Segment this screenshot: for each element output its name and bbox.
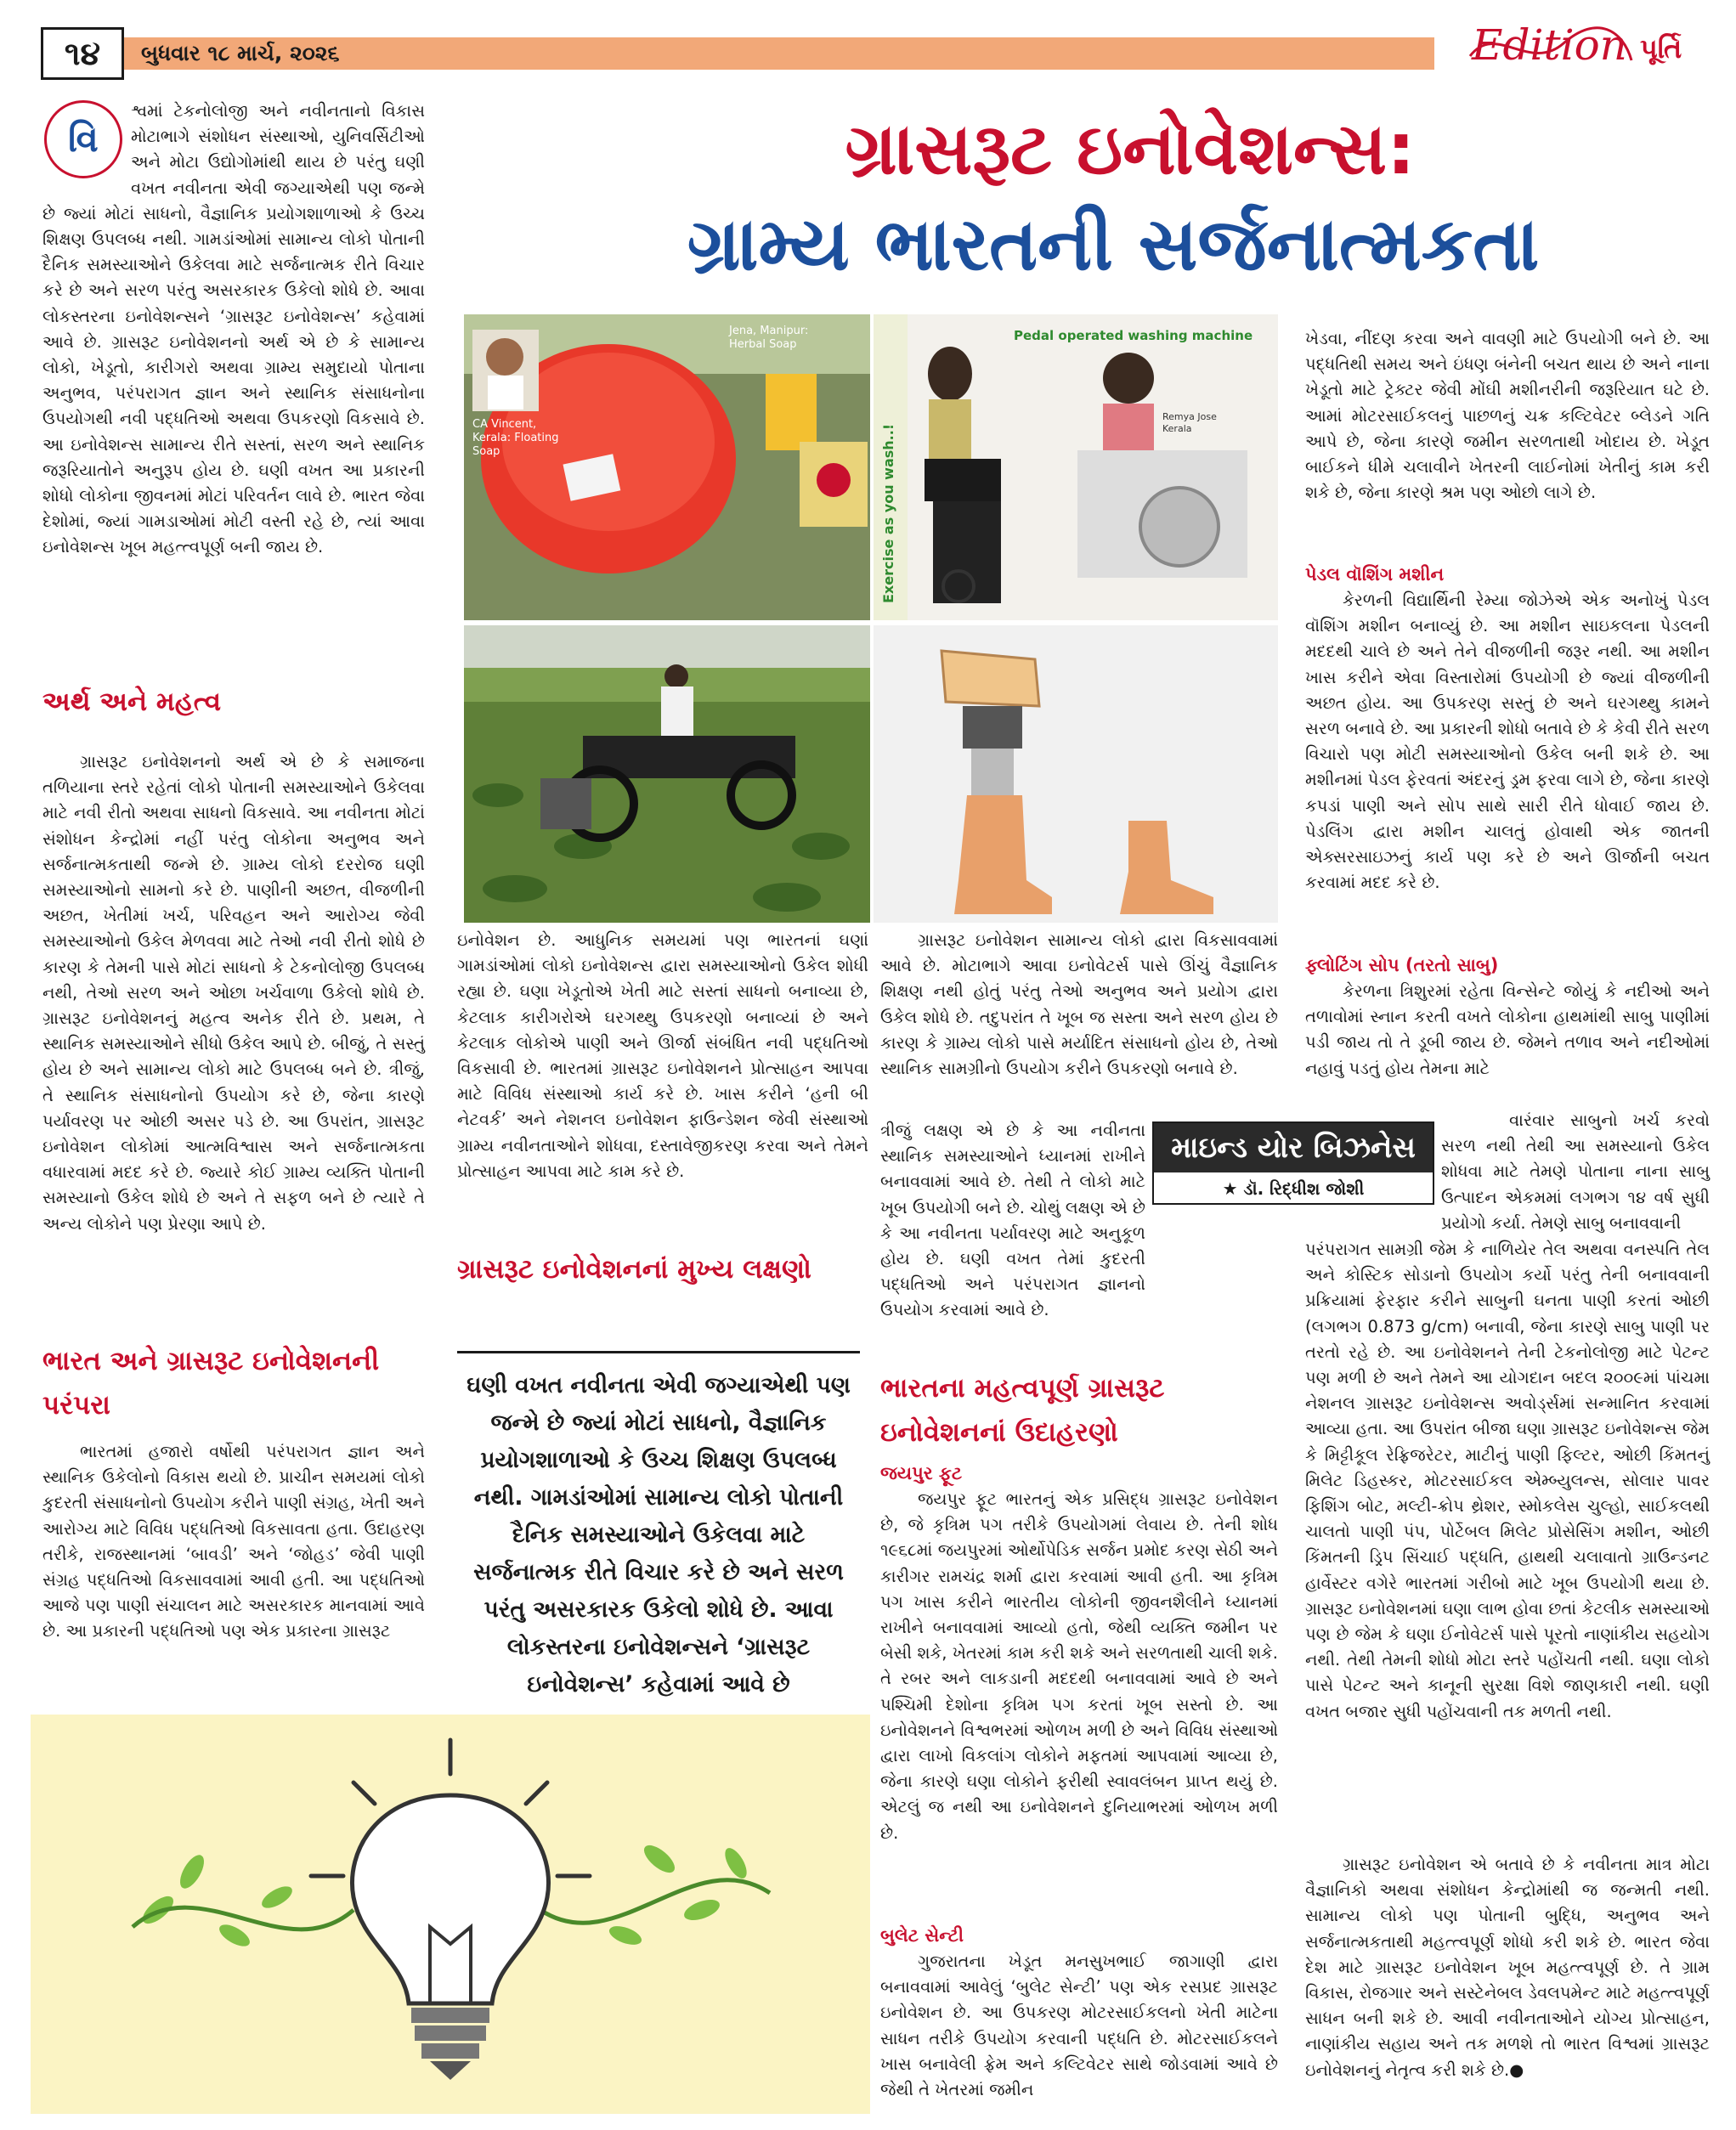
bullet-santi-photo-icon [464, 625, 870, 923]
headline-line2: ગ્રામ્ય ભારતની સર્જનાત્મકતા [687, 202, 1540, 287]
bullet-santi-paragraph: ગુજરાતના ખેડૂત મનસુખભાઈ જાગાણી દ્વારા બનાવવામાં આવેલું ‘બુલેટ સેન્ટી’ પણ એક રસપ્રદ ગ્રાસરૂટ ઇનોવેશન છે. આ ઉપકરણ મોટરસાઈકલનો ખેતી માટેના સાધન તરીકે ઉપયોગ કરવાની પદ્ધતિ છે. મોટરસાઈકલને ખાસ બનાવેલી ફ્રેમ અને કલ્ટિવેટર સાથે જોડવામાં આવે છે જેથી તે ખેતરમાં જમીન [880, 1952, 1278, 2100]
pedal-washer-paragraph: કેરળની વિદ્યાર્થિની રેમ્યા જોઝેએ એક અનોખું પેડલ વૉશિંગ મશીન બનાવ્યું છે. આ મશીન સાઇકલના પેડલની મદદથી ચાલે છે અને તેને વીજળીની જરૂર નથી. આ મશીન ખાસ કરીને એવા વિસ્તારોમાં ઉપયોગી છે જ્યાં વીજળીની અછત હોય. આ ઉપકરણ સસ્તું છે અને ઘરગથ્થુ કામને સરળ બનાવે છે. આ પ્રકારની શોધો બતાવે છે કે કેવી રીતે સરળ વિચારો પણ મોટી સમસ્યાઓનો ઉકેલ બની શકે છે. આ મશીનમાં પેડલ ફેરવતાં અંદરનું ડ્રમ ફરવા લાગે છે, જેના કારણે કપડાં પાણી અને સોપ સાથે સારી રીતે ધોવાઈ જાય છે. પેડલિંગ દ્વારા મશીન ચાલતું હોવાથી એક જાતની એક્સરસાઇઝનું કાર્ય પણ કરે છે અને ઊર્જાની બચત કરવામાં મદદ કરે છે. [1305, 590, 1710, 893]
photo-bullet-santi [464, 625, 870, 923]
label-exercise: Exercise as you wash..! [880, 423, 896, 603]
header-date: બુધવાર ૧૮ માર્ચ, ૨૦૨૬ [141, 41, 340, 65]
col2-paragraph: ઇનોવેશન છે. આધુનિક સમયમાં પણ ભારતનાં ઘણાં ગામડાંઓમાં લોકો ઇનોવેશન્સ દ્વારા સમસ્યાઓનો ઉકેલ શોધી રહ્યા છે. ઘણા ખેડૂતોએ ખેતી માટે સસ્તાં સાધનો બનાવ્યા છે, કેટલાક કારીગરોએ ઘરગથ્થુ ઉપકરણો બનાવ્યાં છે અને કેટલાક લોકોએ પાણી અને ઊર્જા સંબંધિત નવી પદ્ધતિઓ વિકસાવી છે. ભારતમાં ગ્રાસરૂટ ઇનોવેશનને પ્રોત્સાહન આપવા માટે વિવિધ સંસ્થાઓ કાર્ય કરે છે. ખાસ કરીને ‘હની બી નેટવર્ક’ અને નેશનલ ઇનોવેશન ફાઉન્ડેશન જેવી સંસ્થાઓ ગ્રામ્ય નવીનતાઓને શોધવા, દસ્તાવેજીકરણ કરવા અને તેમને પ્રોત્સાહન આપવા માટે કામ કરે છે. [457, 930, 868, 1181]
jaipur-foot-paragraph: જયપુર ફૂટ ભારતનું એક પ્રસિદ્ધ ગ્રાસરૂટ ઇનોવેશન છે, જે કૃત્રિમ પગ તરીકે ઉપયોગમાં લેવાય છે. તેની શોધ ૧૯૬૮માં જયપુરમાં ઓર્થોપેડિક સર્જન પ્રમોદ કરણ સેઠી અને કારીગર રામચંદ્ર શર્મા દ્વારા કરવામાં આવી હતી. આ કૃત્રિમ પગ ખાસ કરીને ભારતીય લોકોની જીવનશૈલીને ધ્યાનમાં રાખીને બનાવવામાં આવ્યો હતો, જેથી વ્યક્તિ જમીન પર બેસી શકે, ખેતરમાં કામ કરી શકે અને સરળતાથી ચાલી શકે. તે રબર અને લાકડાની મદદથી બનાવવામાં આવે છે અને પશ્ચિમી દેશોના કૃત્રિમ પગ કરતાં ખૂબ સસ્તો છે. આ ઇનોવેશનને વિશ્વભરમાં ઓળખ મળી છે અને વિવિધ સંસ્થાઓ દ્વારા લાખો વિકલાંગ લોકોને મફતમાં આપવામાં આવ્યા છે, જેના કારણે ઘણા લોકોને ફરીથી સ્વાવલંબન પ્રાપ્ત થયું છે. એટલું જ નથી આ ઇનોવેશનને દુનિયાભરમાં ઓળખ મળી છે. [880, 1489, 1278, 1843]
page-number: ૧૪ [41, 27, 124, 80]
col4-paragraph-1: ખેડવા, નીંદણ કરવા અને વાવણી માટે ઉપયોગી બને છે. આ પદ્ધતિથી સમય અને ઇંધણ બંનેની બચત થાય છે અને નાના ખેડૂતો માટે ટ્રેક્ટર જેવી મોંઘી મશીનરીની જરૂરિયાત ઘટે છે. આમાં મોટરસાઈકલનું પાછળનું ચક્ર કલ્ટિવેટર બ્લેડને ગતિ આપે છે, જેના કારણે જમીન સરળતાથી ખોદાય છે. ખેડૂત બાઈકને ધીમે ચલાવીને ખેતરની લાઈનોમાં ખેતીનું કામ કરી શકે છે, જેના કારણે શ્રમ પણ ઓછો લાગે છે. [1305, 329, 1710, 503]
pedal-washer-photo-icon [874, 314, 1278, 620]
label-vincent: CA Vincent, Kerala: Floating Soap [472, 418, 559, 458]
soap-photo-icon [464, 314, 870, 620]
conclusion-paragraph: ગ્રાસરૂટ ઇનોવેશન એ બતાવે છે કે નવીનતા માત્ર મોટા વૈજ્ઞાનિકો અથવા સંશોધન કેન્દ્રોમાંથી જ જન્મતી નથી. સામાન્ય લોકો પણ પોતાની બુદ્ધિ, અનુભવ અને સર્જનાત્મકતાથી મહત્ત્વપૂર્ણ શોધો કરી શકે છે. ભારત જેવા દેશ માટે ગ્રાસરૂટ ઇનોવેશન ખૂબ મહત્ત્વપૂર્ણ છે. તે ગ્રામ વિકાસ, રોજગાર અને સસ્ટેનેબલ ડેવલપમેન્ટ માટે મહત્ત્વપૂર્ણ સાધન બની શકે છે. આવી નવીનતાઓને યોગ્ય પ્રોત્સાહન, નાણાંકીય સહાય અને તક મળશે તો ભારત વિશ્વમાં ગ્રાસરૂટ ઇનોવેશનનું નેતૃત્વ કરી શકે છે.● [1305, 1855, 1710, 2080]
floating-soap-paragraph-b: વારંવાર સાબુનો ખર્ચ કરવો સરળ નથી તેથી આ સમસ્યાનો ઉકેલ શોધવા માટે તેમણે પોતાના નાના સાબુ ઉત્પાદન એકમમાં લગભગ ૧૪ વર્ષ સુધી પ્રયોગો કર્યા. તેમણે સાબુ બનાવવાની [1441, 1110, 1710, 1233]
photo-jaipur-foot [874, 625, 1278, 923]
subheading-bullet-santi: બુલેટ સેન્ટી [880, 1925, 964, 1946]
drop-cap: વિ [44, 100, 122, 178]
photo-pedal-washing-machine [874, 314, 1278, 620]
subheading-pedal-washer: પેડલ વૉશિંગ મશીન [1305, 564, 1445, 585]
column-badge-author: ★ ડૉ. રિદ્ધીશ જોશી [1222, 1178, 1365, 1199]
heading-features: ગ્રાસરૂટ ઇનોવેશનનાં મુખ્ય લક્ષણો [457, 1254, 811, 1285]
supplement-logo [1462, 14, 1716, 82]
pull-quote-box [457, 1351, 860, 1697]
intro-paragraph: શ્વમાં ટેકનોલોજી અને નવીનતાનો વિકાસ મોટાભાગે સંશોધન સંસ્થાઓ, યુનિવર્સિટીઓ અને મોટા ઉદ્યોગોમાંથી થાય છે પરંતુ ઘણી વખત નવીનતા એવી જગ્યાએથી પણ જન્મે છે જ્યાં મોટાં સાધનો, વૈજ્ઞાનિક પ્રયોગશાળાઓ કે ઉચ્ચ શિક્ષણ ઉપલબ્ધ નથી. ગામડાંઓમાં સામાન્ય લોકો પોતાની દૈનિક સમસ્યાઓને ઉકેલવા માટે સર્જનાત્મક રીતે વિચાર કરે છે અને સરળ પરંતુ અસરકારક ઉકેલો શોધે છે. આવા લોકસ્તરના ઇનોવેશન્સને ‘ગ્રાસરૂટ ઇનોવેશન્સ’ કહેવામાં આવે છે. ગ્રાસરૂટ ઇનોવેશનનો અર્થ એ છે કે સામાન્ય લોકો, ખેડૂતો, કારીગરો અથવા ગ્રામ્ય સમુદાયો પોતાના અનુભવ, પરંપરાગત જ્ઞાન અને સ્થાનિક સંસાધનોના ઉપયોગથી નવી પદ્ધતિઓ અથવા ઉપકરણો વિકસાવે છે. આ ઇનોવેશન્સ સામાન્ય રીતે સસ્તાં, સરળ અને સ્થાનિક જરૂરિયાતોને અનુરૂપ હોય છે. ઘણી વખત આ પ્રકારની શોધો લોકોના જીવનમાં મોટાં પરિવર્તન લાવે છે. ભારત જેવા દેશોમાં, જ્યાં ગામડાઓમાં મોટી વસ્તી રહે છે, ત્યાં આવા ઇનોવેશન્સ ખૂબ મહત્ત્વપૂર્ણ બની જાય છે. [42, 101, 425, 557]
tradition-paragraph: ભારતમાં હજારો વર્ષોથી પરંપરાગત જ્ઞાન અને સ્થાનિક ઉકેલોનો વિકાસ થયો છે. પ્રાચીન સમયમાં લોકો કુદરતી સંસાધનોનો ઉપયોગ કરીને પાણી સંગ્રહ, ખેતી અને આરોગ્ય માટે વિવિધ પદ્ધતિઓ વિકસાવતા હતા. ઉદાહરણ તરીકે, રાજસ્થાનમાં ‘બાવડી’ અને ‘જોહડ’ જેવી પાણી સંગ્રહ પદ્ધતિઓ વિકસાવવામાં આવી હતી. આ પદ્ધતિઓ આજે પણ પાણી સંચાલન માટે અસરકારક માનવામાં આવે છે. આ પ્રકારની પદ્ધતિઓ પણ એક પ્રકારના ગ્રાસરૂટ [42, 1442, 425, 1641]
lightbulb-illustration [31, 1715, 870, 2114]
jaipur-foot-photo-icon [874, 625, 1278, 923]
subheading-floating-soap: ફ્લોટિંગ સોપ (તરતો સાબુ) [1305, 955, 1499, 975]
heading-meaning: અર્થ અને મહત્વ [42, 686, 222, 717]
headline-line1: ગ્રાસરૂટ ઇનોવેશન્સ: [845, 107, 1416, 190]
col3-paragraph-1: ગ્રાસરૂટ ઇનોવેશન સામાન્ય લોકો દ્વારા વિકસાવવામાં આવે છે. મોટાભાગે આવા ઇનોવેટર્સ પાસે ઊંચું વૈજ્ઞાનિક શિક્ષણ નથી હોતું પરંતુ તેઓ અનુભવ અને પ્રયોગ દ્વારા ઉકેલ શોધે છે. તદુપરાંત તે ખૂબ જ સસ્તા અને સરળ હોય છે કારણ કે ગ્રામ્ય લોકો પાસે મર્યાદિત સંસાધનો હોય છે, તેઓ સ્થાનિક સામગ્રીનો ઉપયોગ કરીને ઉપકરણો બનાવે છે. [880, 930, 1278, 1079]
supplement-name: Edition [1472, 20, 1627, 70]
meaning-paragraph: ગ્રાસરૂટ ઇનોવેશનનો અર્થ એ છે કે સમાજના તળિયાના સ્તરે રહેતાં લોકો પોતાની સમસ્યાઓને ઉકેલવા માટે નવી રીતો અથવા સાધનો વિકસાવે. આ નવીનતા મોટાં સંશોધન કેન્દ્રોમાં નહીં પરંતુ લોકોના અનુભવ અને સર્જનાત્મકતાથી જન્મે છે. ગ્રામ્ય લોકો દરરોજ ઘણી સમસ્યાઓનો સામનો કરે છે. પાણીની અછત, વીજળીની અછત, ખેતીમાં ખર્ચ, પરિવહન અને આરોગ્ય જેવી સમસ્યાઓનો ઉકેલ મેળવવા માટે તેઓ નવી રીતો શોધે છે કારણ કે તેમની પાસે મોટાં સાધનો કે ટેકનોલોજી ઉપલબ્ધ નથી, તેઓ સરળ અને ઓછા ખર્ચવાળા ઉકેલો શોધે છે. ગ્રાસરૂટ ઇનોવેશનનું મહત્વ અનેક રીતે છે. પ્રથમ, તે સ્થાનિક સમસ્યાઓને સીધો ઉકેલ આપે છે. બીજું, તે સસ્તું હોય છે અને સામાન્ય લોકો માટે ઉપલબ્ધ બને છે. ત્રીજું, તે સ્થાનિક સંસાધનોનો ઉપયોગ કરે છે, જેના કારણે પર્યાવરણ પર ઓછી અસર પડે છે. આ ઉપરાંત, ગ્રાસરૂટ ઇનોવેશન લોકોમાં આત્મવિશ્વાસ અને સર્જનાત્મકતા વધારવામાં મદદ કરે છે. જ્યારે કોઈ ગ્રામ્ય વ્યક્તિ પોતાની સમસ્યાનો ઉકેલ શોધે છે અને તે સફળ બને છે ત્યારે તે અન્ય લોકોને પણ પ્રેરણા આપે છે. [42, 752, 425, 1234]
label-jena: Jena, Manipur: Herbal Soap [729, 325, 809, 351]
supplement-suffix: પૂર્તિ [1640, 32, 1682, 65]
floating-soap-paragraph-a: કેરળના ત્રિશુરમાં રહેતા વિન્સેન્ટે જોયું કે નદીઓ અને તળાવોમાં સ્નાન કરતી વખતે લોકોના હાથમાંથી સાબુ પાણીમાં પડી જાય તો તે ડૂબી જાય છે. જેમને તળાવ અને નદીઓમાં નહાવું પડતું હોય તેમના માટે [1305, 981, 1710, 1078]
column-badge [1152, 1121, 1434, 1205]
pull-quote-text: ઘણી વખત નવીનતા એવી જગ્યાએથી પણ જન્મે છે જ્યાં મોટાં સાધનો, વૈજ્ઞાનિક પ્રયોગશાળાઓ કે ઉચ્ચ શિક્ષણ ઉપલબ્ધ નથી. ગામડાંઓમાં સામાન્ય લોકો પોતાની દૈનિક સમસ્યાઓને ઉકેલવા માટે સર્જનાત્મક રીતે વિચાર કરે છે અને સરળ પરંતુ અસરકારક ઉકેલો શોધે છે. આવા લોકસ્તરના ઇનોવેશન્સને ‘ગ્રાસરૂટ ઇનોવેશન્સ’ કહેવામાં આવે છે [467, 1372, 851, 1698]
label-pedal: Pedal operated washing machine [1014, 328, 1253, 343]
photo-soap-inventions [464, 314, 870, 620]
floating-soap-paragraph-c: પરંપરાગત સામગ્રી જેમ કે નાળિયેર તેલ અથવા વનસ્પતિ તેલ અને કોસ્ટિક સોડાનો ઉપયોગ કર્યો પરંતુ તેની બનાવવાની પ્રક્રિયામાં ફેરફાર કરીને સાબુની ઘનતા પાણી કરતાં ઓછી (લગભગ 0.873 g/cm) બનાવી, જેના કારણે સાબુ પાણી પર તરતો રહે છે. આ ઇનોવેશનને તેની ટેકનોલોજી માટે પેટન્ટ પણ મળી છે અને તેમને આ યોગદાન બદલ ૨૦૦૯માં પાંચમા નેશનલ ગ્રાસરૂટ ઇનોવેશન્સ અવોર્ડ્સમાં સન્માનિત કરવામાં આવ્યા હતા. આ ઉપરાંત બીજા ઘણા ગ્રાસરૂટ ઇનોવેશન્સ જેમ કે મિટ્ટીકૂલ રેફ્રિજરેટર, માટીનું પાણી ફિલ્ટર, ઓછી કિંમતનું મિલેટ ડિહસ્કર, મોટરસાઈકલ એમ્બ્યુલન્સ, સોલાર પાવર ફિશિંગ બોટ, મલ્ટી-ક્રોપ થ્રેશર, સ્મોકલેસ ચુલ્હો, સાઈકલથી ચાલતો પાણી પંપ, પોર્ટેબલ મિલેટ પ્રોસેસિંગ મશીન, ઓછી કિંમતની ડ્રિપ સિંચાઈ પદ્ધતિ, હાથથી ચલાવાતો ગ્રાઉન્ડનટ હાર્વેસ્ટર વગેરે ભારતમાં ગરીબો માટે ખૂબ ઉપયોગી થયા છે. ગ્રાસરૂટ ઇનોવેશનમાં ઘણા લાભ હોવા છતાં કેટલીક સમસ્યાઓ પણ છે જેમ કે ઘણા ઈનોવેટર્સ પાસે પૂરતો નાણાંકીય સહયોગ નથી. તેથી તેમની શોધો મોટા સ્તરે પહોંચતી નથી. ઘણા લોકો પાસે પેટન્ટ અને કાનૂની સુરક્ષા વિશે જાણકારી નથી. ઘણી વખત બજાર સુધી પહોંચવાની તક મળતી નથી. [1305, 1240, 1710, 1721]
col3-paragraph-2: ત્રીજું લક્ષણ એ છે કે આ નવીનતા સ્થાનિક સમસ્યાઓને ધ્યાનમાં રાખીને બનાવવામાં આવે છે. તેથી તે લોકો માટે ખૂબ ઉપયોગી બને છે. ચોથું લક્ષણ એ છે કે આ નવીનતા પર્યાવરણ માટે અનુકૂળ હોય છે. ઘણી વખત તેમાં કુદરતી પદ્ધતિઓ અને પરંપરાગત જ્ઞાનનો ઉપયોગ કરવામાં આવે છે. [880, 1121, 1145, 1320]
column-badge-title: માઇન્ડ યોર બિઝનેસ [1154, 1123, 1433, 1172]
heading-tradition: ભારત અને ગ્રાસરૂટ ઇનોવેશનની પરંપરા [42, 1346, 380, 1421]
lightbulb-icon [31, 1715, 870, 2114]
heading-examples: ભારતના મહત્વપૂર્ણ ગ્રાસરૂટ ઇનોવેશનનાં ઉદાહરણો [880, 1373, 1165, 1448]
label-remya: Remya Jose Kerala [1162, 411, 1217, 434]
subheading-jaipur-foot: જયપુર ફૂટ [880, 1463, 963, 1483]
